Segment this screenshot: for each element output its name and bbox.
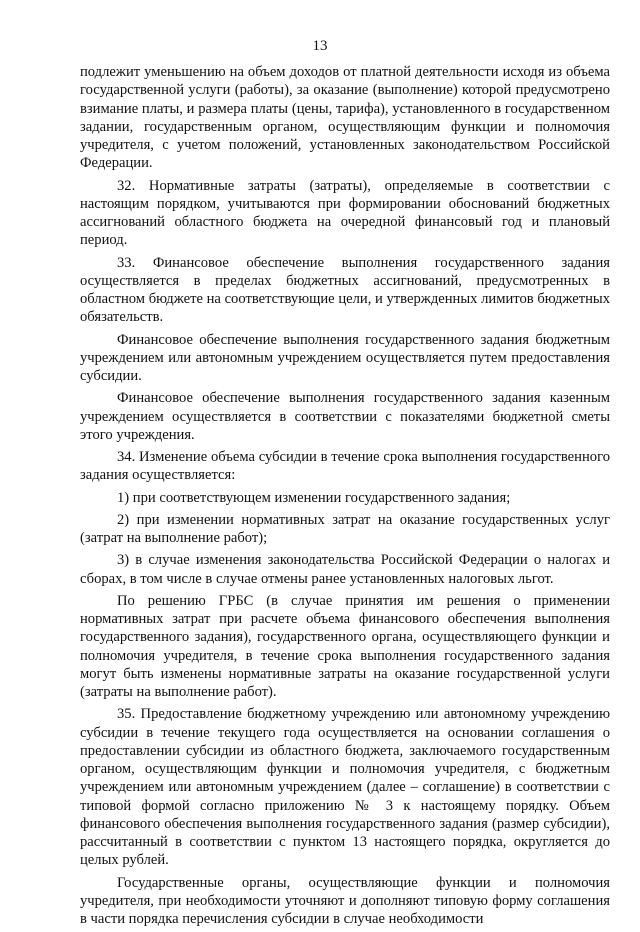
paragraph-32: 32. Нормативные затраты (затраты), определяемые в соответствии с настоящим порядком, учитываются при формировании обоснований бюджетных ассигнований областного бюджета на очередной финансовый год и плановый период. (80, 177, 610, 249)
paragraph-34: 34. Изменение объема субсидии в течение срока выполнения государственного задания осуществляется: (80, 449, 610, 484)
page-number: 13 (312, 38, 328, 54)
paragraph-35-state-bodies: Государственные органы, осуществляющие функции и полномочия учредителя, при необходимости уточняют и дополняют типовую форму соглашения в части порядка перечисления субсидии в случае необходимости (80, 874, 610, 927)
paragraph-35: 35. Предоставление бюджетному учреждению или автономному учреждению субсидии в течение текущего года осуществляется на основании соглашения о предоставлении субсидии из областного бюджета, заключаемого государственным органом, осуществляющим функции и полномочия учредителя, с бюджетным учреждением или автономным учреждением (далее – соглашение) в соответствии с типовой формой согласно приложению № 3 к настоящему порядку. Объем финансового обеспечения выполнения государственного задания (размер субсидии), рассчитанный в соответствии с пунктом 13 настоящего порядка, округляется до целых рублей. (80, 706, 610, 869)
paragraph-34-grbs-decision: По решению ГРБС (в случае принятия им решения о применении нормативных затрат при расчете объема финансового обеспечения выполнения государственного задания), государственного органа, осуществляющего функции и полномочия учредителя, в течение срока выполнения государственного задания могут быть изменены нормативные затраты на оказание государственной услуги (затраты на выполнение работ). (80, 592, 610, 700)
document-body (80, 63, 610, 932)
paragraph-continuation: подлежит уменьшению на объем доходов от платной деятельности исходя из объема государственной услуги (работы), за оказание (выполнение) которой предусмотрено взимание платы, и размера платы (цены, тарифа), установленного в государственном задании, государственным органом, осуществляющим функции и полномочия учредителя, с учетом положений, установленных законодательством Российской Федерации. (80, 64, 610, 172)
paragraph-34-item-3: 3) в случае изменения законодательства Российской Федерации о налогах и сборах, в том числе в случае отмены ранее установленных налоговых льгот. (80, 552, 610, 587)
paragraph-33-budget-autonomous: Финансовое обеспечение выполнения государственного задания бюджетным учреждением или автономным учреждением осуществляется путем предоставления субсидии. (80, 331, 610, 384)
paragraph-33-state-owned: Финансовое обеспечение выполнения государственного задания казенным учреждением осуществляется в соответствии с показателями бюджетной сметы этого учреждения. (80, 390, 610, 443)
paragraph-34-item-1: 1) при соответствующем изменении государственного задания; (117, 489, 511, 506)
paragraph-34-item-2: 2) при изменении нормативных затрат на оказание государственных услуг (затрат на выполнение работ); (80, 511, 610, 546)
paragraph-33: 33. Финансовое обеспечение выполнения государственного задания осуществляется в пределах бюджетных ассигнований, предусмотренных в областном бюджете на соответствующие цели, и утвержденных лимитов бюджетных обязательств. (80, 254, 610, 326)
